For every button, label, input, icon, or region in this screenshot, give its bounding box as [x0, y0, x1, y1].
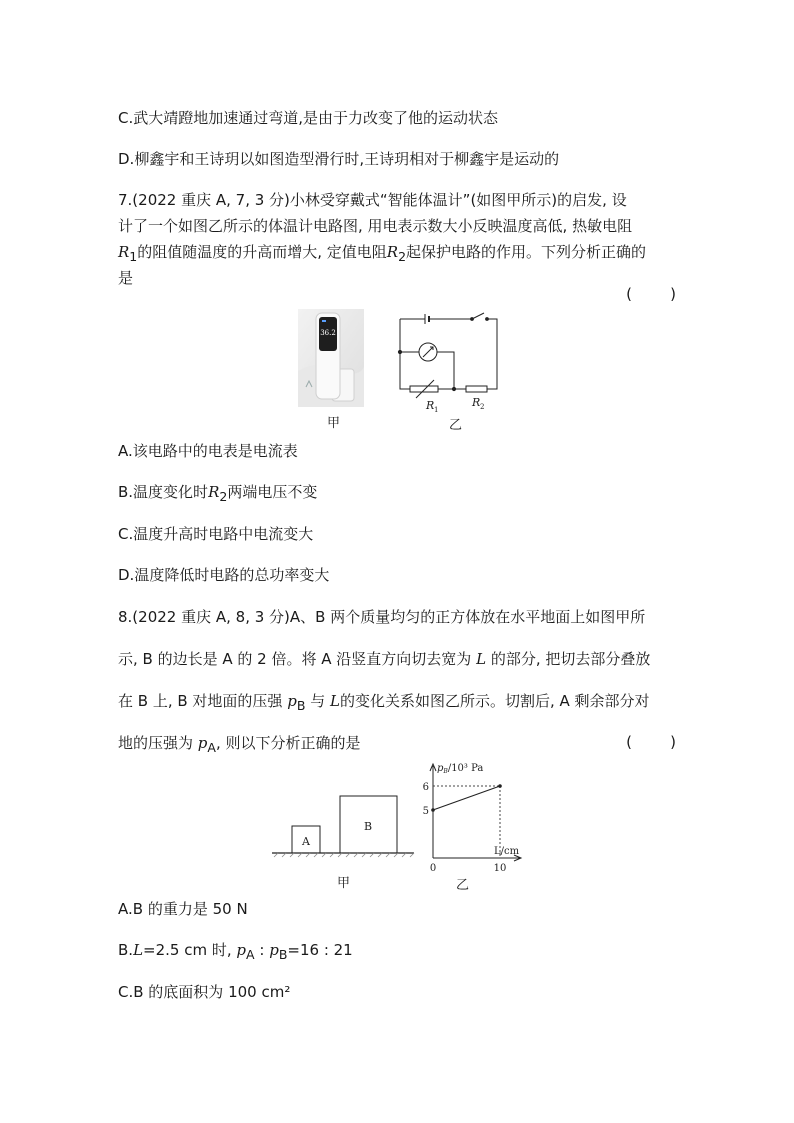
q7-line-3-text-b: 起保护电路的作用。下列分析正确的 — [406, 243, 647, 261]
data-point — [498, 784, 502, 788]
q8-option-b-pa-sub: A — [246, 947, 255, 962]
r1-var: R — [118, 243, 130, 261]
resistor-r2 — [466, 386, 487, 392]
r2-sub: 2 — [398, 249, 407, 264]
q8-line-4-p: p — [197, 734, 208, 752]
q7-option-d: D.温度降低时电路的总功率变大 — [118, 566, 330, 584]
r1-label: R — [426, 399, 435, 412]
q8-option-c: C.B 的底面积为 100 cm² — [118, 983, 291, 1001]
fig-8-label-yi: 乙 — [456, 878, 470, 893]
y-axis-label — [437, 763, 483, 775]
q7-option-b — [118, 482, 317, 507]
q8-option-b — [118, 940, 353, 965]
y-tick-label: 6 — [422, 782, 429, 793]
thermistor-r1 — [410, 386, 438, 392]
r1-sub: 1 — [129, 249, 138, 264]
q8-line-3 — [118, 691, 650, 716]
q8-line-3-p: p — [287, 692, 297, 710]
q8-option-b-ratio: =16 : 21 — [287, 941, 353, 959]
q7-line-2: 计了一个如图乙所示的体温计电路图, 用电表示数大小反映温度高低, 热敏电阻 — [118, 217, 633, 235]
q8-line-2-a: 示, B 的边长是 A 的 2 倍。将 A 沿竖直方向切去宽为 — [118, 650, 472, 668]
block-a-label: A — [302, 835, 310, 848]
r2-var: R — [386, 243, 399, 261]
y-label-unit: /10³ Pa — [447, 763, 484, 774]
thermistor-arrow — [416, 380, 434, 398]
thermometer-reading: 36.2 — [320, 329, 336, 337]
r1-label-sub: 1 — [434, 406, 439, 414]
y-label-sub: B — [443, 768, 448, 775]
x-axis-label: L/cm — [494, 846, 520, 857]
meter-needle — [423, 347, 433, 357]
q8-line-1: 8.(2022 重庆 A, 8, 3 分)A、B 两个质量均匀的正方体放在水平地面上如图甲所 — [118, 608, 646, 626]
switch-blade — [472, 313, 484, 319]
q8-line-2-b: 的部分, 把切去部分叠放 — [490, 650, 651, 668]
q8-line-4 — [118, 733, 361, 758]
q7-option-b-pre: B.温度变化时 — [118, 483, 209, 501]
q7-line-1: 7.(2022 重庆 A, 7, 3 分)小林受穿戴式“智能体温计”(如图甲所示)的启发, 设 — [118, 191, 627, 209]
blocks-figure — [270, 790, 420, 860]
q7-answer-bracket: ( ) — [626, 285, 676, 303]
q8-line-3-a: 在 B 上, B 对地面的压强 — [118, 692, 283, 710]
fig-7-label-yi: 乙 — [449, 418, 463, 433]
wire-right — [487, 319, 497, 389]
q8-line-4-psub: A — [207, 740, 216, 755]
question-7-stem — [118, 190, 676, 289]
q8-option-b-pre: B. — [118, 941, 134, 959]
q8-line-4-a: 地的压强为 — [118, 734, 194, 752]
x-tick-label: 10 — [493, 863, 507, 874]
r2-label-sub: 2 — [480, 403, 485, 411]
q8-option-b-colon: : — [259, 941, 265, 959]
wire-meter-right — [437, 352, 454, 389]
smart-thermometer-photo — [298, 309, 364, 407]
q8-line-2-var: L — [476, 650, 487, 668]
q7-option-b-sub: 2 — [219, 489, 228, 504]
option-c-prev: C.武大靖蹬地加速通过弯道,是由于力改变了他的运动状态 — [118, 109, 499, 127]
series-line — [433, 786, 500, 810]
block-b-label: B — [363, 820, 373, 833]
x-tick-label: 0 — [429, 863, 437, 874]
q7-line-4: 是 — [118, 269, 134, 287]
q8-answer-bracket: ( ) — [626, 733, 676, 751]
r2-label: R — [472, 396, 481, 409]
option-d-prev: D.柳鑫宇和王诗玥以如图造型滑行时,王诗玥相对于柳鑫宇是运动的 — [118, 150, 560, 168]
q8-option-b-mid: =2.5 cm 时, — [143, 941, 232, 959]
q7-line-3-text-a: 的阻值随温度的升高而增大, 定值电阻 — [137, 243, 387, 261]
q8-line-4-b: , 则以下分析正确的是 — [215, 734, 361, 752]
q8-line-3-var: L — [329, 692, 340, 710]
pressure-graph — [418, 758, 528, 874]
fig-8-label-jia: 甲 — [337, 876, 351, 891]
y-tick-label: 5 — [422, 806, 429, 817]
q7-line-3 — [118, 242, 676, 263]
q8-option-b-pa: p — [236, 941, 247, 959]
q7-option-c: C.温度升高时电路中电流变大 — [118, 525, 314, 543]
q8-option-b-pb-sub: B — [278, 947, 288, 962]
fig-7-label-jia: 甲 — [327, 416, 341, 431]
junction-bottom — [452, 387, 455, 390]
circuit-diagram — [392, 308, 504, 414]
q8-line-3-b: 与 — [310, 692, 326, 710]
q8-option-a: A.B 的重力是 50 N — [118, 900, 248, 918]
q8-line-3-psub: B — [296, 698, 306, 713]
q7-option-b-var: R — [208, 483, 220, 501]
q8-line-3-c: 的变化关系如图乙所示。切割后, A 剩余部分对 — [339, 692, 650, 710]
data-point — [431, 808, 435, 812]
q8-option-b-L: L — [133, 941, 144, 959]
q7-option-a: A.该电路中的电表是电流表 — [118, 442, 298, 460]
q8-option-b-pb: p — [269, 941, 279, 959]
q8-line-2 — [118, 649, 650, 669]
q7-option-b-post: 两端电压不变 — [227, 483, 318, 501]
wire-left — [400, 319, 410, 389]
y-label-p: p — [437, 763, 444, 774]
